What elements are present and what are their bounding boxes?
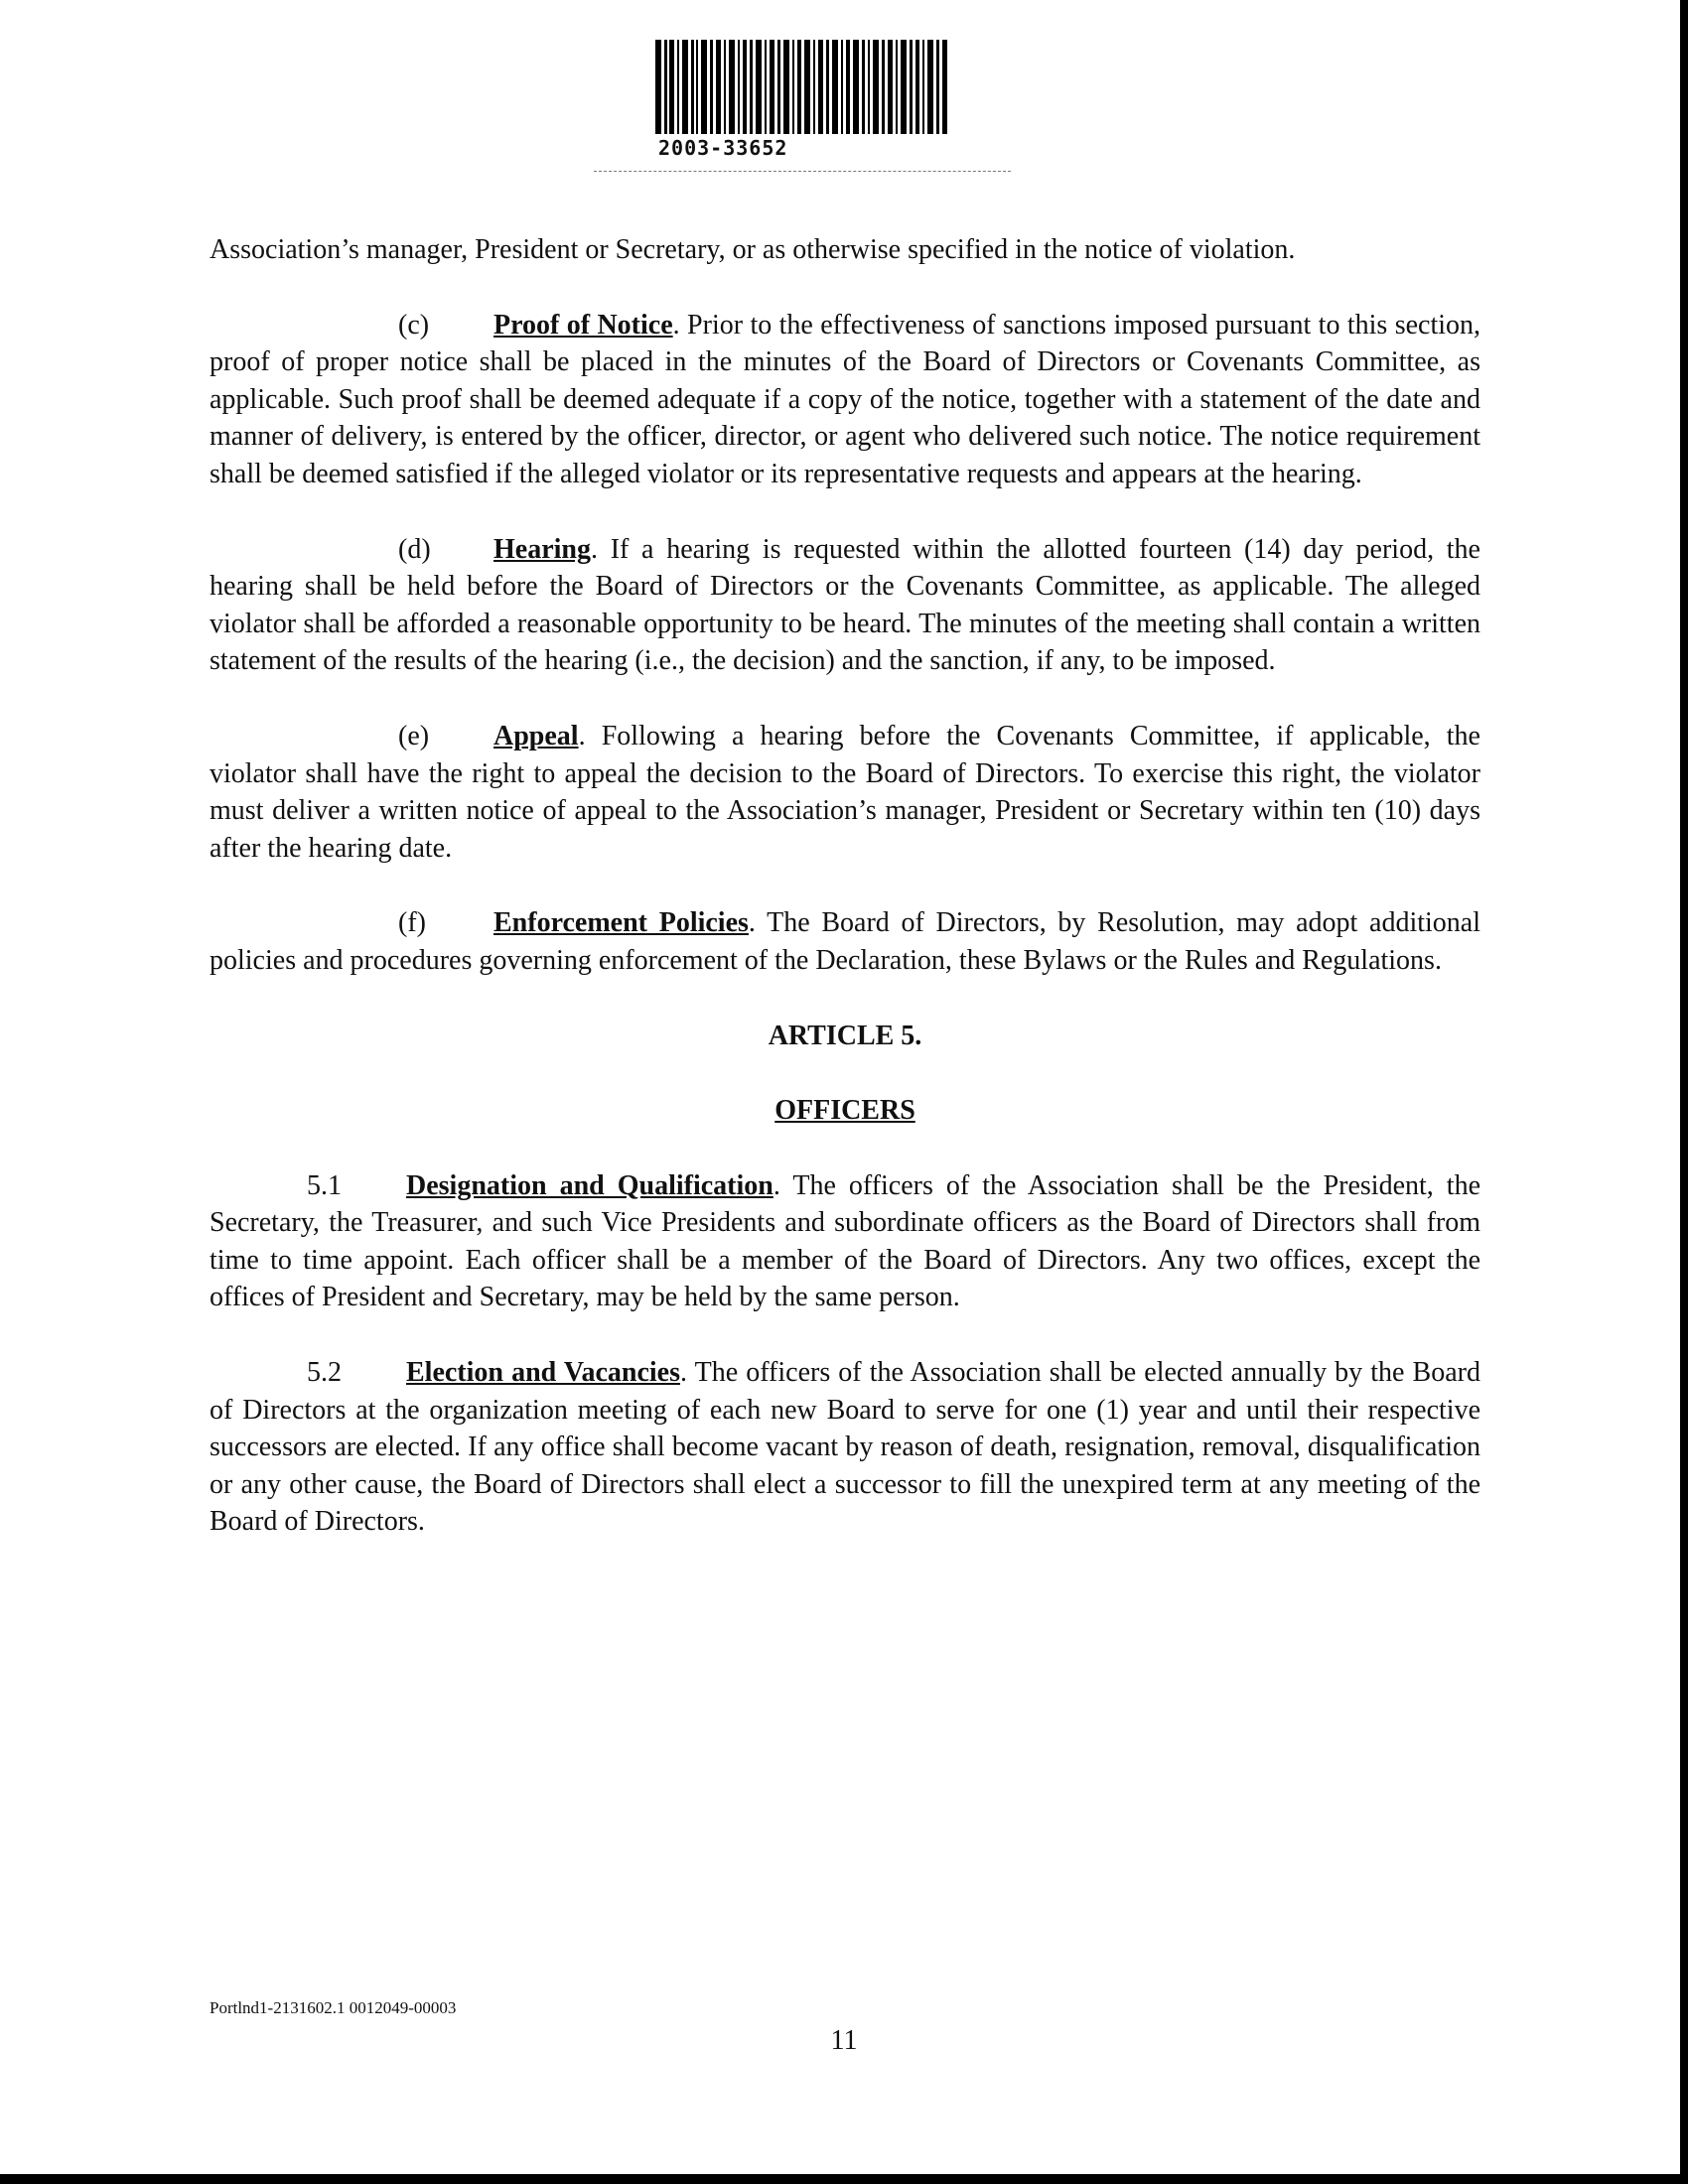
page-number: 11 bbox=[830, 2025, 858, 2056]
subsection-c-heading: Proof of Notice bbox=[493, 309, 673, 341]
scan-edge-bottom bbox=[0, 2174, 1688, 2184]
barcode-number: 2003-33652 bbox=[658, 136, 788, 160]
section-5-1 bbox=[210, 1167, 1480, 1316]
subsection-f bbox=[210, 904, 1480, 979]
subsection-c-label: (c) bbox=[398, 309, 430, 341]
section-5-2-heading: Election and Vacancies bbox=[406, 1357, 680, 1389]
barcode-icon bbox=[655, 40, 953, 134]
subsection-f-text: . The Board of Directors, by Resolution, may adopt additional policies and procedures governing enforcement of the Declaration, these Bylaws or the Rules and Regulations. bbox=[210, 907, 1480, 976]
subsection-d bbox=[210, 531, 1480, 680]
subsection-e bbox=[210, 718, 1480, 867]
section-5-1-text: . The officers of the Association shall be the President, the Secretary, the Treasurer, and such Vice Presidents and subordinate officers as the Board of Directors shall from time to time appoint. Each officer shall be a member of the Board of Directors. Any two offices, except the offices of President and Secretary, may be held by the same person. bbox=[210, 1169, 1480, 1313]
section-5-2 bbox=[210, 1354, 1480, 1541]
subsection-c bbox=[210, 307, 1480, 493]
subsection-f-heading: Enforcement Policies bbox=[493, 907, 749, 939]
subsection-c-text: . Prior to the effectiveness of sanctions imposed pursuant to this section, proof of proper notice shall be placed in the minutes of the Board of Directors or Covenants Committee, as applicable. Such proof shall be deemed adequate if a copy of the notice, together with a statement of the date and manner of delivery, is entered by the officer, director, or agent who delivered such notice. The notice requirement shall be deemed satisfied if the alleged violator or its representative requests and appears at the hearing. bbox=[210, 309, 1480, 489]
subsection-d-text: . If a hearing is requested within the allotted fourteen (14) day period, the hearing shall be held before the Board of Directors or the Covenants Committee, as applicable. The alleged violator shall be afforded a reasonable opportunity to be heard. The minutes of the meeting shall contain a written statement of the results of the hearing (i.e., the decision) and the sanction, if any, to be imposed. bbox=[210, 533, 1480, 677]
document-body bbox=[210, 231, 1480, 1578]
article-title: OFFICERS bbox=[774, 1095, 915, 1127]
subsection-e-label: (e) bbox=[398, 720, 430, 751]
barcode-block bbox=[655, 40, 953, 160]
section-5-2-text: . The officers of the Association shall be elected annually by the Board of Directors at the organization meeting of each new Board to serve for one (1) year and until their respective successors are elected. If any office shall become vacant by reason of death, resignation, removal, disqualification or any other cause, the Board of Directors shall elect a successor to fill the unexpired term at any meeting of the Board of Directors. bbox=[210, 1357, 1480, 1538]
footer-document-reference: Portlnd1-2131602.1 0012049-00003 bbox=[210, 1998, 457, 2017]
section-5-1-label: 5.1 bbox=[307, 1169, 342, 1201]
paragraph-continuation: Association’s manager, President or Secretary, or as otherwise specified in the notice of violation. bbox=[210, 234, 1296, 265]
section-5-2-label: 5.2 bbox=[307, 1357, 342, 1389]
subsection-d-heading: Hearing bbox=[493, 533, 591, 565]
subsection-f-label: (f) bbox=[398, 907, 426, 939]
subsection-e-heading: Appeal bbox=[493, 720, 579, 751]
article-number: ARTICLE 5. bbox=[768, 1020, 922, 1051]
scan-edge-right bbox=[1680, 0, 1688, 2184]
barcode-underline bbox=[594, 171, 1011, 173]
subsection-e-text: . Following a hearing before the Covenants Committee, if applicable, the violator shall have the right to appeal the decision to the Board of Directors. To exercise this right, the violator must deliver a written notice of appeal to the Association’s manager, President or Secretary within ten (10) days after the hearing date. bbox=[210, 720, 1480, 864]
section-5-1-heading: Designation and Qualification bbox=[406, 1169, 774, 1201]
subsection-d-label: (d) bbox=[398, 533, 431, 565]
